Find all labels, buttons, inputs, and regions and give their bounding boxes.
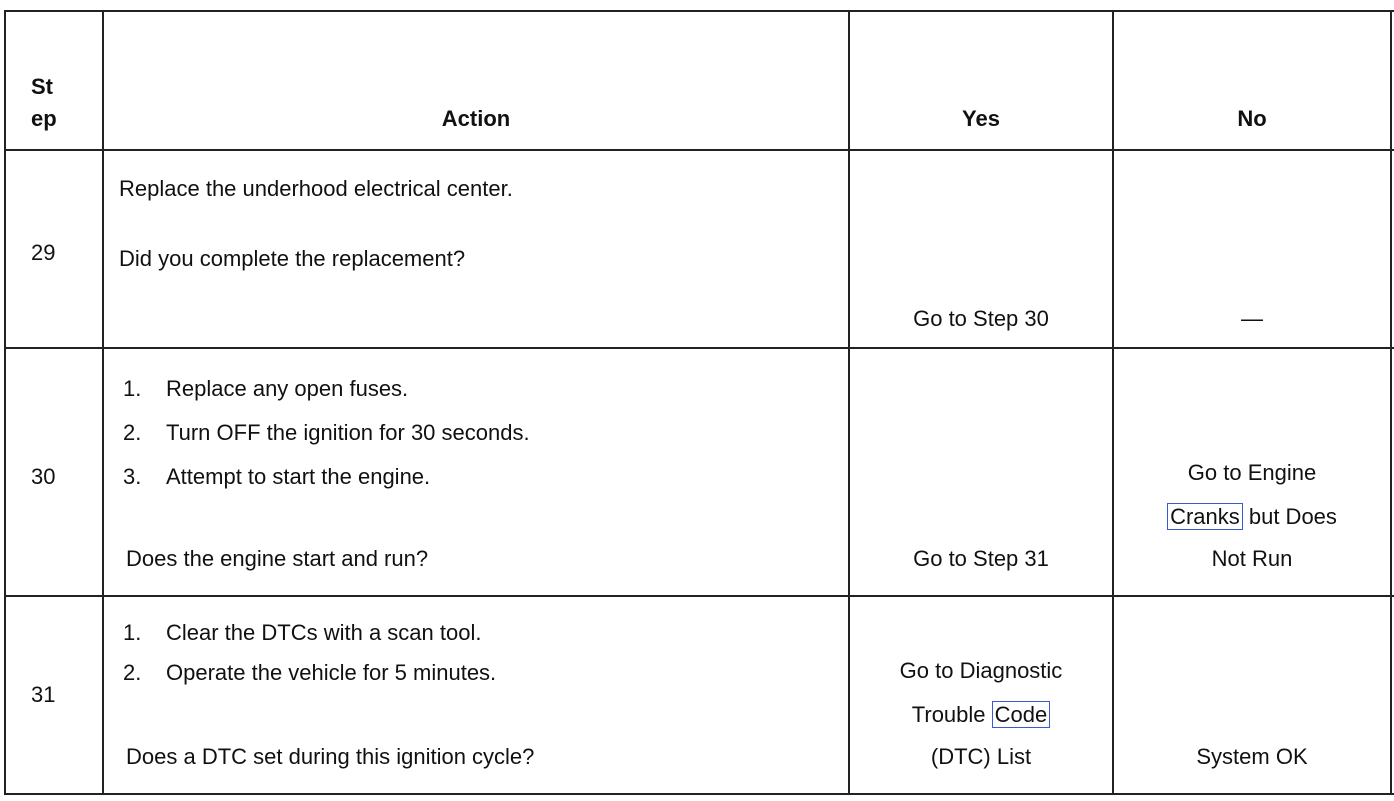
yes-cell: Go to Step 30 xyxy=(913,306,1049,331)
row-divider-30-31 xyxy=(4,595,1394,597)
list-item-number: 2. xyxy=(123,420,142,445)
no-cell-line2-rest: but Does xyxy=(1242,504,1337,529)
row-divider-29-30 xyxy=(4,347,1394,349)
header-divider xyxy=(4,149,1394,151)
table-top-border xyxy=(4,10,1394,12)
list-item: Replace any open fuses. xyxy=(166,376,409,401)
code-link[interactable]: Code xyxy=(992,701,1051,728)
no-cell: — xyxy=(1241,306,1263,331)
yes-cell-line1: Go to Diagnostic xyxy=(899,658,1063,683)
yes-cell-line2 xyxy=(850,702,1112,728)
list-item-number: 1. xyxy=(123,376,142,401)
list-item-number: 1. xyxy=(123,620,142,645)
no-cell-line1: Go to Engine xyxy=(1187,460,1317,485)
no-cell: System OK xyxy=(1196,744,1308,769)
list-item: Operate the vehicle for 5 minutes. xyxy=(166,660,497,685)
list-item: Attempt to start the engine. xyxy=(166,464,431,489)
yes-cell-line3: (DTC) List xyxy=(930,744,1032,769)
action-question: Does a DTC set during this ignition cycle? xyxy=(126,744,535,769)
table-bottom-border xyxy=(4,793,1394,795)
yes-cell-line2-pre: Trouble xyxy=(911,702,992,727)
action-text: Replace the underhood electrical center. xyxy=(119,176,513,201)
header-step-line1: St xyxy=(31,74,53,99)
list-item: Clear the DTCs with a scan tool. xyxy=(166,620,482,645)
cranks-link[interactable]: Cranks xyxy=(1167,503,1243,530)
step-number: 30 xyxy=(31,464,56,489)
action-question: Did you complete the replacement? xyxy=(119,246,466,271)
header-step-line2: ep xyxy=(31,106,57,131)
list-item: Turn OFF the ignition for 30 seconds. xyxy=(166,420,530,445)
header-no: No xyxy=(1237,106,1267,131)
list-item-number: 3. xyxy=(123,464,142,489)
step-number: 31 xyxy=(31,682,56,707)
no-cell-line2 xyxy=(1114,504,1390,530)
yes-cell: Go to Step 31 xyxy=(913,546,1049,571)
no-cell-line3: Not Run xyxy=(1211,546,1293,571)
action-question: Does the engine start and run? xyxy=(126,546,429,571)
list-item-number: 2. xyxy=(123,660,142,685)
header-action: Action xyxy=(441,106,511,131)
table-right-border xyxy=(1390,10,1392,795)
step-number: 29 xyxy=(31,240,56,265)
table-left-border xyxy=(4,10,6,795)
header-yes: Yes xyxy=(962,106,1000,131)
